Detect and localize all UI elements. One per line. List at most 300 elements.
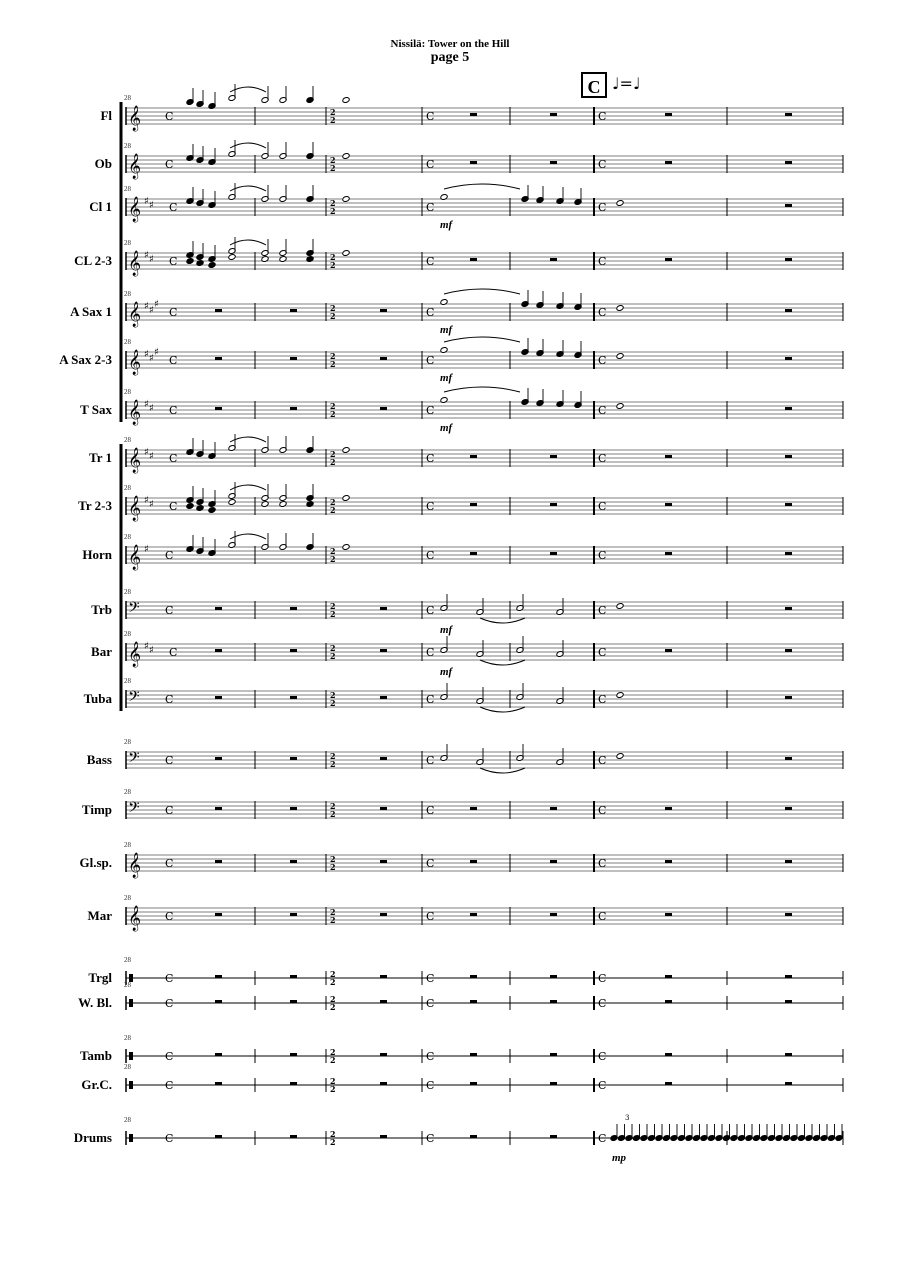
measure-number: 28 bbox=[124, 142, 131, 150]
bass-clef-icon: 𝄢 bbox=[128, 688, 140, 709]
common-time-icon: C bbox=[598, 549, 607, 562]
whole-rest-icon bbox=[380, 1000, 387, 1003]
common-time-icon: C bbox=[165, 910, 174, 923]
whole-rest-icon bbox=[215, 757, 222, 760]
whole-rest-icon bbox=[215, 649, 222, 652]
common-time-icon: C bbox=[598, 1132, 607, 1145]
time-sig-top: 2 bbox=[330, 690, 336, 700]
whole-rest-icon bbox=[290, 1082, 297, 1085]
common-time-icon: C bbox=[169, 452, 178, 465]
instrument-label: Tamb bbox=[79, 1048, 112, 1063]
whole-rest-icon bbox=[785, 407, 792, 410]
common-time-icon: C bbox=[426, 972, 435, 985]
dynamic-marking: mp bbox=[612, 1152, 627, 1164]
common-time-icon: C bbox=[598, 910, 607, 923]
whole-rest-icon bbox=[785, 552, 792, 555]
note-head bbox=[261, 501, 269, 508]
common-time-icon: C bbox=[598, 604, 607, 617]
note-head bbox=[342, 250, 350, 257]
dynamic-marking: mf bbox=[440, 219, 453, 231]
measure-number: 28 bbox=[124, 841, 131, 849]
sharp-icon: ♯ bbox=[154, 299, 159, 310]
common-time-icon: C bbox=[598, 997, 607, 1010]
time-sig-bottom: 2 bbox=[330, 457, 336, 467]
common-time-icon: C bbox=[426, 110, 435, 123]
common-time-icon: C bbox=[598, 1079, 607, 1092]
instrument-label: Drums bbox=[73, 1130, 112, 1145]
note-head bbox=[228, 499, 236, 506]
time-sig-top: 2 bbox=[330, 801, 336, 811]
common-time-icon: C bbox=[165, 997, 174, 1010]
measure-number: 28 bbox=[124, 239, 131, 247]
time-sig-bottom: 2 bbox=[330, 163, 336, 173]
common-time-icon: C bbox=[165, 549, 174, 562]
measure-number: 28 bbox=[124, 533, 131, 541]
time-sig-top: 2 bbox=[330, 1047, 336, 1057]
whole-rest-icon bbox=[215, 357, 222, 360]
treble-clef-icon: 𝄞 bbox=[128, 906, 142, 931]
treble-clef-icon: 𝄞 bbox=[128, 106, 142, 131]
instrument-label: Gl.sp. bbox=[79, 855, 112, 870]
time-sig-top: 2 bbox=[330, 351, 336, 361]
instrument-label: Tr 1 bbox=[89, 450, 112, 465]
whole-rest-icon bbox=[215, 860, 222, 863]
note-head bbox=[279, 256, 287, 263]
whole-rest-icon bbox=[290, 1000, 297, 1003]
common-time-icon: C bbox=[165, 1050, 174, 1063]
common-time-icon: C bbox=[598, 110, 607, 123]
sharp-icon: ♯ bbox=[149, 254, 154, 265]
measure-number: 28 bbox=[124, 677, 131, 685]
instrument-label: CL 2-3 bbox=[74, 253, 112, 268]
whole-rest-icon bbox=[470, 503, 477, 506]
whole-rest-icon bbox=[665, 552, 672, 555]
common-time-icon: C bbox=[426, 306, 435, 319]
bass-clef-icon: 𝄢 bbox=[128, 799, 140, 820]
whole-rest-icon bbox=[380, 1082, 387, 1085]
whole-rest-icon bbox=[290, 407, 297, 410]
note-head bbox=[616, 353, 624, 360]
whole-rest-icon bbox=[380, 1135, 387, 1138]
time-sig-top: 2 bbox=[330, 751, 336, 761]
dynamic-marking: mf bbox=[440, 372, 453, 384]
instrument-label: Horn bbox=[82, 547, 112, 562]
sharp-icon: ♯ bbox=[144, 349, 149, 360]
measure-number: 28 bbox=[124, 1063, 131, 1071]
whole-rest-icon bbox=[785, 1082, 792, 1085]
note-head bbox=[196, 505, 204, 512]
whole-rest-icon bbox=[785, 204, 792, 207]
whole-rest-icon bbox=[290, 309, 297, 312]
whole-rest-icon bbox=[290, 807, 297, 810]
common-time-icon: C bbox=[169, 404, 178, 417]
whole-rest-icon bbox=[290, 696, 297, 699]
time-sig-bottom: 2 bbox=[330, 115, 336, 125]
sharp-icon: ♯ bbox=[149, 200, 154, 211]
time-sig-bottom: 2 bbox=[330, 1055, 336, 1065]
sharp-icon: ♯ bbox=[149, 305, 154, 316]
time-sig-top: 2 bbox=[330, 1076, 336, 1086]
time-sig-bottom: 2 bbox=[330, 409, 336, 419]
whole-rest-icon bbox=[470, 860, 477, 863]
treble-clef-icon: 𝄞 bbox=[128, 853, 142, 878]
time-sig-bottom: 2 bbox=[330, 260, 336, 270]
note-head bbox=[440, 194, 448, 201]
whole-rest-icon bbox=[380, 696, 387, 699]
slur bbox=[444, 184, 520, 189]
measure-number: 28 bbox=[124, 956, 131, 964]
whole-rest-icon bbox=[550, 975, 557, 978]
treble-clef-icon: 𝄞 bbox=[128, 496, 142, 521]
percussion-clef-icon bbox=[129, 1081, 133, 1089]
whole-rest-icon bbox=[785, 860, 792, 863]
time-sig-bottom: 2 bbox=[330, 862, 336, 872]
note-head bbox=[440, 299, 448, 306]
sharp-icon: ♯ bbox=[149, 403, 154, 414]
whole-rest-icon bbox=[785, 357, 792, 360]
whole-rest-icon bbox=[665, 807, 672, 810]
note-head bbox=[196, 260, 204, 267]
slur bbox=[444, 289, 520, 294]
common-time-icon: C bbox=[598, 972, 607, 985]
dynamic-marking: mf bbox=[440, 324, 453, 336]
common-time-icon: C bbox=[426, 354, 435, 367]
tuplet-marking: 3 bbox=[625, 1114, 630, 1122]
time-sig-top: 2 bbox=[330, 449, 336, 459]
whole-rest-icon bbox=[215, 607, 222, 610]
note-head bbox=[616, 753, 624, 760]
whole-rest-icon bbox=[380, 913, 387, 916]
time-sig-bottom: 2 bbox=[330, 1084, 336, 1094]
common-time-icon: C bbox=[165, 1079, 174, 1092]
whole-rest-icon bbox=[215, 1000, 222, 1003]
common-time-icon: C bbox=[598, 201, 607, 214]
common-time-icon: C bbox=[598, 452, 607, 465]
dynamic-marking: mf bbox=[440, 422, 453, 434]
sharp-icon: ♯ bbox=[149, 499, 154, 510]
time-sig-top: 2 bbox=[330, 546, 336, 556]
time-sig-bottom: 2 bbox=[330, 759, 336, 769]
time-sig-bottom: 2 bbox=[330, 1002, 336, 1012]
common-time-icon: C bbox=[598, 804, 607, 817]
instrument-label: Timp bbox=[81, 802, 112, 817]
note-head bbox=[208, 262, 216, 269]
note-head bbox=[208, 507, 216, 514]
note-head bbox=[306, 501, 314, 508]
common-time-icon: C bbox=[165, 972, 174, 985]
time-sig-top: 2 bbox=[330, 1129, 336, 1139]
whole-rest-icon bbox=[215, 913, 222, 916]
instrument-label: Trb bbox=[91, 602, 112, 617]
note-head bbox=[440, 347, 448, 354]
common-time-icon: C bbox=[426, 910, 435, 923]
treble-clef-icon: 𝄞 bbox=[128, 642, 142, 667]
common-time-icon: C bbox=[169, 354, 178, 367]
measure-number: 28 bbox=[124, 894, 131, 902]
whole-rest-icon bbox=[550, 161, 557, 164]
common-time-icon: C bbox=[426, 804, 435, 817]
sharp-icon: ♯ bbox=[144, 447, 149, 458]
time-sig-top: 2 bbox=[330, 401, 336, 411]
whole-rest-icon bbox=[785, 258, 792, 261]
whole-rest-icon bbox=[785, 975, 792, 978]
time-sig-top: 2 bbox=[330, 643, 336, 653]
sharp-icon: ♯ bbox=[144, 301, 149, 312]
whole-rest-icon bbox=[470, 552, 477, 555]
common-time-icon: C bbox=[165, 158, 174, 171]
dynamic-marking: mf bbox=[440, 624, 453, 636]
common-time-icon: C bbox=[165, 693, 174, 706]
measure-number: 28 bbox=[124, 388, 131, 396]
treble-clef-icon: 𝄞 bbox=[128, 251, 142, 276]
note-head bbox=[616, 692, 624, 699]
whole-rest-icon bbox=[785, 807, 792, 810]
instrument-label: Trgl bbox=[88, 970, 112, 985]
common-time-icon: C bbox=[426, 1050, 435, 1063]
whole-rest-icon bbox=[665, 503, 672, 506]
measure-number: 28 bbox=[124, 738, 131, 746]
note-head bbox=[616, 403, 624, 410]
common-time-icon: C bbox=[598, 646, 607, 659]
whole-rest-icon bbox=[665, 860, 672, 863]
instrument-label: Fl bbox=[100, 108, 112, 123]
instrument-label: T Sax bbox=[80, 402, 112, 417]
time-sig-bottom: 2 bbox=[330, 651, 336, 661]
note-head bbox=[616, 603, 624, 610]
whole-rest-icon bbox=[665, 649, 672, 652]
sharp-icon: ♯ bbox=[144, 641, 149, 652]
whole-rest-icon bbox=[665, 161, 672, 164]
common-time-icon: C bbox=[426, 693, 435, 706]
whole-rest-icon bbox=[470, 807, 477, 810]
common-time-icon: C bbox=[426, 997, 435, 1010]
whole-rest-icon bbox=[470, 1135, 477, 1138]
whole-rest-icon bbox=[290, 1135, 297, 1138]
measure-number: 28 bbox=[124, 185, 131, 193]
time-sig-top: 2 bbox=[330, 854, 336, 864]
note-head bbox=[306, 256, 314, 263]
score-title: Nissilä: Tower on the Hill bbox=[390, 38, 510, 50]
time-sig-bottom: 2 bbox=[330, 505, 336, 515]
common-time-icon: C bbox=[426, 1079, 435, 1092]
note-head bbox=[342, 447, 350, 454]
whole-rest-icon bbox=[215, 1053, 222, 1056]
whole-rest-icon bbox=[785, 455, 792, 458]
instrument-label: Ob bbox=[94, 156, 112, 171]
sharp-icon: ♯ bbox=[149, 451, 154, 462]
bass-clef-icon: 𝄢 bbox=[128, 599, 140, 620]
slur bbox=[480, 768, 525, 773]
instrument-label: Bar bbox=[91, 644, 112, 659]
whole-rest-icon bbox=[380, 407, 387, 410]
common-time-icon: C bbox=[426, 404, 435, 417]
sharp-icon: ♯ bbox=[144, 544, 149, 555]
time-sig-bottom: 2 bbox=[330, 206, 336, 216]
sharp-icon: ♯ bbox=[144, 250, 149, 261]
whole-rest-icon bbox=[380, 860, 387, 863]
time-sig-bottom: 2 bbox=[330, 554, 336, 564]
whole-rest-icon bbox=[550, 1053, 557, 1056]
whole-rest-icon bbox=[785, 649, 792, 652]
common-time-icon: C bbox=[598, 500, 607, 513]
whole-rest-icon bbox=[785, 696, 792, 699]
bass-clef-icon: 𝄢 bbox=[128, 749, 140, 770]
whole-rest-icon bbox=[665, 455, 672, 458]
whole-rest-icon bbox=[215, 309, 222, 312]
whole-rest-icon bbox=[665, 113, 672, 116]
whole-rest-icon bbox=[380, 607, 387, 610]
common-time-icon: C bbox=[426, 500, 435, 513]
whole-rest-icon bbox=[550, 455, 557, 458]
slur bbox=[480, 660, 525, 665]
whole-rest-icon bbox=[215, 975, 222, 978]
common-time-icon: C bbox=[169, 201, 178, 214]
common-time-icon: C bbox=[165, 604, 174, 617]
whole-rest-icon bbox=[665, 1000, 672, 1003]
measure-number: 28 bbox=[124, 94, 131, 102]
sharp-icon: ♯ bbox=[144, 495, 149, 506]
common-time-icon: C bbox=[426, 604, 435, 617]
instrument-label: Mar bbox=[87, 908, 112, 923]
whole-rest-icon bbox=[550, 1135, 557, 1138]
common-time-icon: C bbox=[598, 1050, 607, 1063]
instrument-label: Bass bbox=[86, 752, 112, 767]
time-sig-bottom: 2 bbox=[330, 977, 336, 987]
whole-rest-icon bbox=[290, 913, 297, 916]
sharp-icon: ♯ bbox=[154, 347, 159, 358]
percussion-clef-icon bbox=[129, 999, 133, 1007]
whole-rest-icon bbox=[290, 357, 297, 360]
instrument-label: Cl 1 bbox=[89, 199, 112, 214]
common-time-icon: C bbox=[165, 110, 174, 123]
whole-rest-icon bbox=[470, 161, 477, 164]
common-time-icon: C bbox=[165, 804, 174, 817]
common-time-icon: C bbox=[598, 306, 607, 319]
time-sig-top: 2 bbox=[330, 252, 336, 262]
measure-number: 28 bbox=[124, 290, 131, 298]
treble-clef-icon: 𝄞 bbox=[128, 400, 142, 425]
whole-rest-icon bbox=[550, 258, 557, 261]
whole-rest-icon bbox=[380, 357, 387, 360]
time-sig-top: 2 bbox=[330, 155, 336, 165]
whole-rest-icon bbox=[550, 1000, 557, 1003]
whole-rest-icon bbox=[785, 1000, 792, 1003]
whole-rest-icon bbox=[785, 309, 792, 312]
measure-number: 28 bbox=[124, 436, 131, 444]
measure-number: 28 bbox=[124, 1116, 131, 1124]
note-head bbox=[342, 196, 350, 203]
time-sig-top: 2 bbox=[330, 907, 336, 917]
dynamic-marking: mf bbox=[440, 666, 453, 678]
time-sig-bottom: 2 bbox=[330, 311, 336, 321]
treble-clef-icon: 𝄞 bbox=[128, 197, 142, 222]
whole-rest-icon bbox=[785, 1053, 792, 1056]
common-time-icon: C bbox=[426, 201, 435, 214]
time-sig-bottom: 2 bbox=[330, 809, 336, 819]
common-time-icon: C bbox=[598, 754, 607, 767]
whole-rest-icon bbox=[550, 552, 557, 555]
time-sig-bottom: 2 bbox=[330, 915, 336, 925]
whole-rest-icon bbox=[665, 975, 672, 978]
sharp-icon: ♯ bbox=[149, 645, 154, 656]
note-head bbox=[228, 254, 236, 261]
common-time-icon: C bbox=[165, 857, 174, 870]
treble-clef-icon: 𝄞 bbox=[128, 350, 142, 375]
whole-rest-icon bbox=[290, 649, 297, 652]
common-time-icon: C bbox=[426, 255, 435, 268]
treble-clef-icon: 𝄞 bbox=[128, 545, 142, 570]
slur bbox=[444, 387, 520, 392]
note-head bbox=[342, 153, 350, 160]
whole-rest-icon bbox=[290, 860, 297, 863]
whole-rest-icon bbox=[380, 309, 387, 312]
whole-rest-icon bbox=[380, 807, 387, 810]
common-time-icon: C bbox=[426, 158, 435, 171]
treble-clef-icon: 𝄞 bbox=[128, 154, 142, 179]
time-sig-bottom: 2 bbox=[330, 1137, 336, 1147]
measure-number: 28 bbox=[124, 1034, 131, 1042]
common-time-icon: C bbox=[598, 255, 607, 268]
note-head bbox=[440, 397, 448, 404]
common-time-icon: C bbox=[169, 646, 178, 659]
time-sig-top: 2 bbox=[330, 198, 336, 208]
instrument-label: Gr.C. bbox=[81, 1077, 112, 1092]
whole-rest-icon bbox=[665, 1053, 672, 1056]
tempo-marking: ♩=♩ bbox=[612, 74, 641, 93]
common-time-icon: C bbox=[426, 754, 435, 767]
note-head bbox=[261, 256, 269, 263]
whole-rest-icon bbox=[470, 258, 477, 261]
whole-rest-icon bbox=[785, 757, 792, 760]
whole-rest-icon bbox=[380, 975, 387, 978]
common-time-icon: C bbox=[426, 1132, 435, 1145]
whole-rest-icon bbox=[470, 1082, 477, 1085]
common-time-icon: C bbox=[598, 354, 607, 367]
whole-rest-icon bbox=[290, 975, 297, 978]
sharp-icon: ♯ bbox=[144, 399, 149, 410]
note-head bbox=[279, 501, 287, 508]
whole-rest-icon bbox=[215, 1082, 222, 1085]
note-head bbox=[342, 544, 350, 551]
common-time-icon: C bbox=[598, 857, 607, 870]
whole-rest-icon bbox=[470, 1000, 477, 1003]
time-sig-top: 2 bbox=[330, 969, 336, 979]
time-sig-top: 2 bbox=[330, 107, 336, 117]
whole-rest-icon bbox=[785, 607, 792, 610]
common-time-icon: C bbox=[165, 1132, 174, 1145]
whole-rest-icon bbox=[665, 1082, 672, 1085]
whole-rest-icon bbox=[665, 913, 672, 916]
time-sig-top: 2 bbox=[330, 497, 336, 507]
measure-number: 28 bbox=[124, 788, 131, 796]
common-time-icon: C bbox=[169, 255, 178, 268]
whole-rest-icon bbox=[470, 913, 477, 916]
whole-rest-icon bbox=[470, 113, 477, 116]
measure-number: 28 bbox=[124, 981, 131, 989]
whole-rest-icon bbox=[550, 860, 557, 863]
slur bbox=[480, 707, 525, 712]
percussion-clef-icon bbox=[129, 1134, 133, 1142]
common-time-icon: C bbox=[165, 754, 174, 767]
instrument-label: W. Bl. bbox=[78, 995, 112, 1010]
whole-rest-icon bbox=[470, 975, 477, 978]
common-time-icon: C bbox=[598, 693, 607, 706]
rehearsal-mark: C bbox=[581, 72, 607, 98]
whole-rest-icon bbox=[470, 1053, 477, 1056]
whole-rest-icon bbox=[550, 113, 557, 116]
whole-rest-icon bbox=[785, 503, 792, 506]
instrument-label: Tuba bbox=[83, 691, 112, 706]
